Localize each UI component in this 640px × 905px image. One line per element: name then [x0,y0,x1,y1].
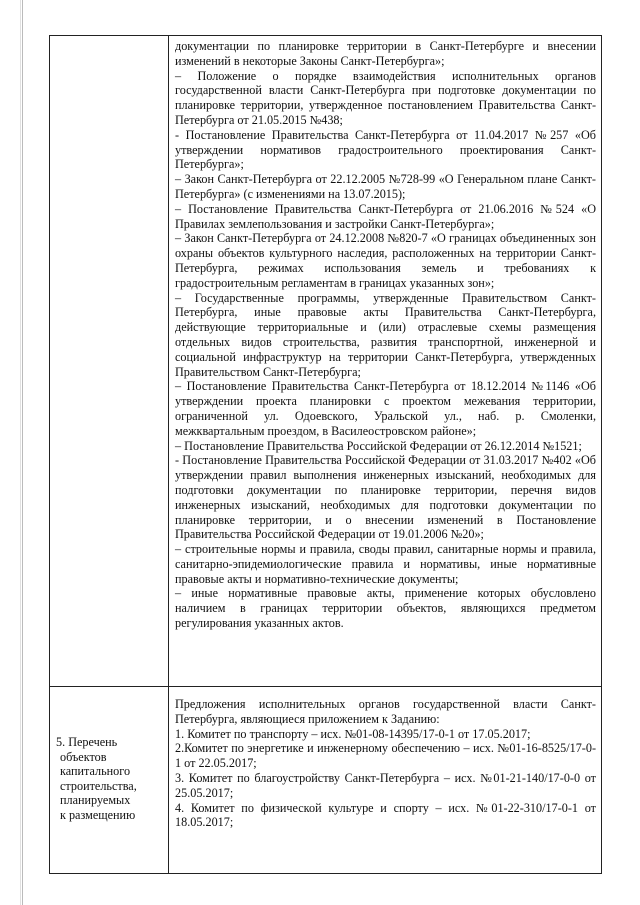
list-item: 1. Комитет по транспорту – исх. №01-08-14395/17-0-1 от 17.05.2017; [175,726,531,741]
list-item: 3. Комитет по благоустройству Санкт-Петербурга – исх. №01-21-140/17-0-0 от 25.05.2017; [175,770,596,800]
proposals-list-cell [169,687,602,874]
binding-margin-shadow [20,0,21,905]
list-item: 2.Комитет по энергетике и инженерному обеспечению – исх. №01-16-8525/17-0-1 от 22.05.2017; [175,741,596,771]
requirements-table [49,35,602,874]
section-title-line: к размещению [60,807,136,822]
list-item: - Постановление Правительства Российской Федерации от 31.03.2017 №402 «Об утверждении правил выполнения инженерных изысканий, необходимых для подготовки документации по планировке территории, перечня видов инженерных изысканий, необходимых для подготовки документации по планировке территории, и о внесении изменений в Постановление Правительства Российской Федерации от 19.01.2006 №20»; [175,453,596,542]
table-row [50,36,602,687]
list-item: – иные нормативные правовые акты, применение которых обусловлено наличием в границах территории объектов, являющихся предметом регулирования указанных актов. [175,586,596,631]
section-title-cell [50,687,169,874]
list-item: Предложения исполнительных органов государственной власти Санкт-Петербурга, являющиеся приложением к Заданию: [175,697,596,726]
list-item: – Закон Санкт-Петербурга от 24.12.2008 №820-7 «О границах объединенных зон охраны объектов культурного наследия, расположенных на территории Санкт-Петербурга, режимах использования земель и требованиях к градостроительным регламентам в границах указанных зон»; [175,231,596,290]
list-item: – Постановление Правительства Санкт-Петербурга от 18.12.2014 №1146 «Об утверждении проекта планировки с проектом межевания территории, ограниченной ул. Одоевского, Уральской ул., наб. р. Смоленки, межквартальным проездом, в Василеостровском районе»; [175,379,596,438]
list-item: – Постановление Правительства Санкт-Петербурга от 21.06.2016 №524 «О Правилах землепользования и застройки Санкт-Петербурга»; [175,201,596,231]
section-title-line: строительства, [60,778,137,793]
row-number-cell [50,36,169,687]
list-item: документации по планировке территории в Санкт-Петербурге и внесении изменений в некоторые Законы Санкт-Петербурга»; [175,39,596,68]
list-item: – Постановление Правительства Российской Федерации от 26.12.2014 №1521; [175,438,582,453]
section-title-line: капитального [60,764,131,779]
list-item: – Положение о порядке взаимодействия исполнительных органов государственной власти Санкт-Петербурга при подготовке документации по планировке территории, утвержденное постановлением Правительства Санкт-Петербурга от 21.05.2015 №438; [175,68,596,127]
list-item: – Государственные программы, утвержденные Правительством Санкт-Петербурга, иные правовые акты Правительства Санкт-Петербурга, действующие территориальные и (или) отраслевые схемы размещения отдельных видов строительства, развития транспортной, инженерной и социальной инфраструктур на территории Санкт-Петербурга, утвержденных Правительством Санкт-Петербурга; [175,290,596,379]
table-row [50,687,602,874]
list-item: – строительные нормы и правила, своды правил, санитарные нормы и правила, санитарно-эпидемиологические правила и нормативы, иные нормативные правовые акты и нормативно-технические документы; [175,542,596,586]
section-title-line: объектов [60,749,107,764]
list-item: – Закон Санкт-Петербурга от 22.12.2005 №728-99 «О Генеральном плане Санкт-Петербурга» (с изменениями на 13.07.2015); [175,172,596,201]
list-item: 4. Комитет по физической культуре и спорту – исх. №01-22-310/17-0-1 от 18.05.2017; [175,800,596,830]
section-title [50,687,168,823]
regulations-list-cell [169,36,602,687]
list-item: - Постановление Правительства Санкт-Петербурга от 11.04.2017 №257 «Об утверждении нормативов градостроительного проектирования Санкт-Петербурга»; [175,127,596,172]
section-title-line: 5. Перечень [56,735,118,749]
section-title-line: планируемых [60,793,131,808]
binding-margin-line [22,0,23,905]
